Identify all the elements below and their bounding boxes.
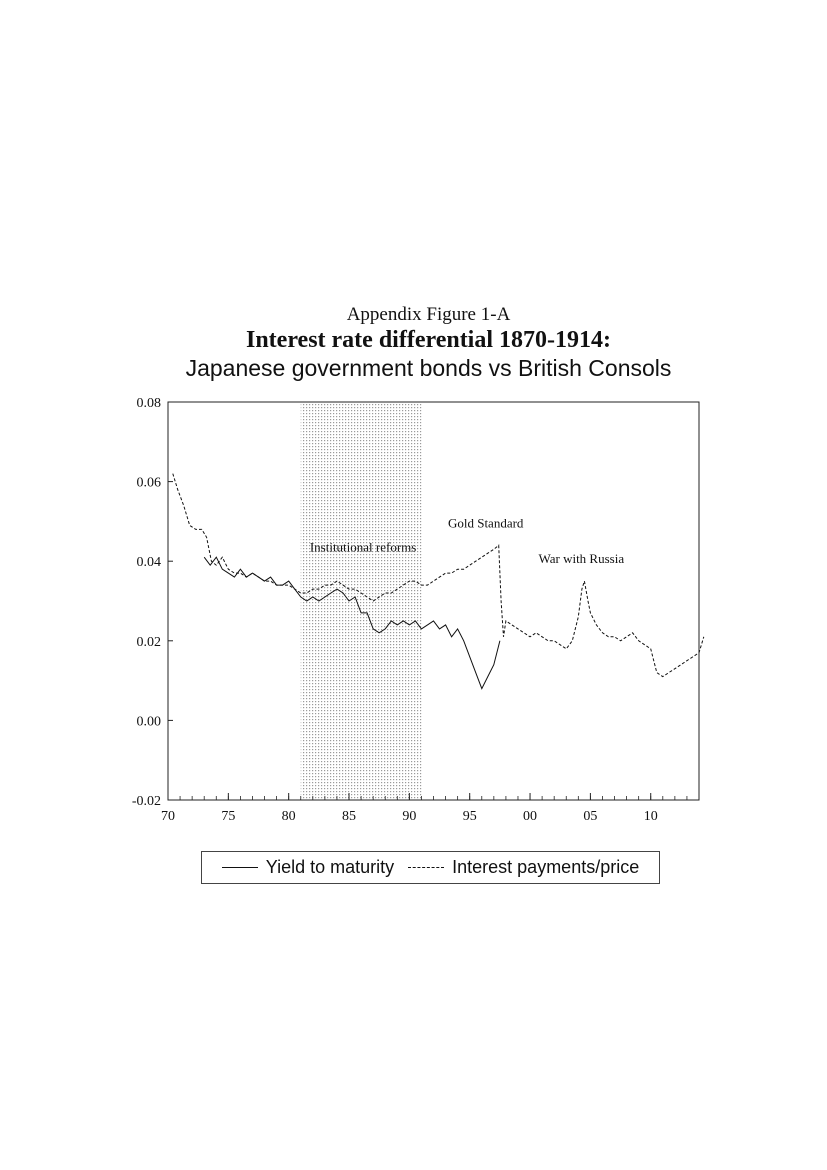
- x-tick-label: 00: [523, 809, 538, 824]
- y-tick-label: -0.02: [131, 794, 161, 809]
- y-tick-label: 0.00: [136, 714, 161, 730]
- annotation-institutional-reforms: Institutional reforms: [309, 539, 417, 555]
- chart-title-block: [0, 304, 827, 382]
- x-tick-label: 95: [462, 809, 477, 824]
- legend-label-yield: Yield to maturity: [265, 857, 395, 877]
- x-tick-label: 70: [161, 809, 175, 824]
- chart-title: Interest rate differential 1870-1914:: [245, 327, 611, 353]
- legend-swatch-dashed: [408, 867, 444, 868]
- y-tick-label: 0.08: [136, 396, 161, 411]
- figure-caption: Appendix Figure 1-A: [346, 304, 511, 325]
- legend-swatch-solid: [222, 867, 258, 868]
- legend-item-interest: [408, 857, 639, 878]
- x-tick-label: 85: [342, 809, 357, 824]
- annotation-gold-standard: Gold Standard: [447, 515, 524, 531]
- x-tick-label: 05: [583, 809, 598, 824]
- y-tick-label: 0.04: [136, 555, 161, 571]
- legend-label-interest: Interest payments/price: [452, 857, 640, 877]
- x-tick-label: 10: [643, 809, 658, 824]
- x-tick-label: 90: [402, 809, 417, 824]
- plot-frame: [168, 402, 699, 800]
- legend-item-yield: [222, 857, 394, 878]
- chart-legend: [201, 851, 660, 884]
- annotation-war-with-russia: War with Russia: [538, 551, 625, 567]
- x-tick-label: 75: [221, 809, 236, 824]
- line-chart: [0, 380, 827, 840]
- y-tick-label: 0.06: [136, 475, 161, 491]
- series-line-interest-payments-price: [173, 474, 704, 677]
- x-tick-label: 80: [281, 809, 296, 824]
- chart-subtitle: Japanese government bonds vs British Consols: [185, 355, 672, 381]
- y-tick-label: 0.02: [136, 634, 161, 650]
